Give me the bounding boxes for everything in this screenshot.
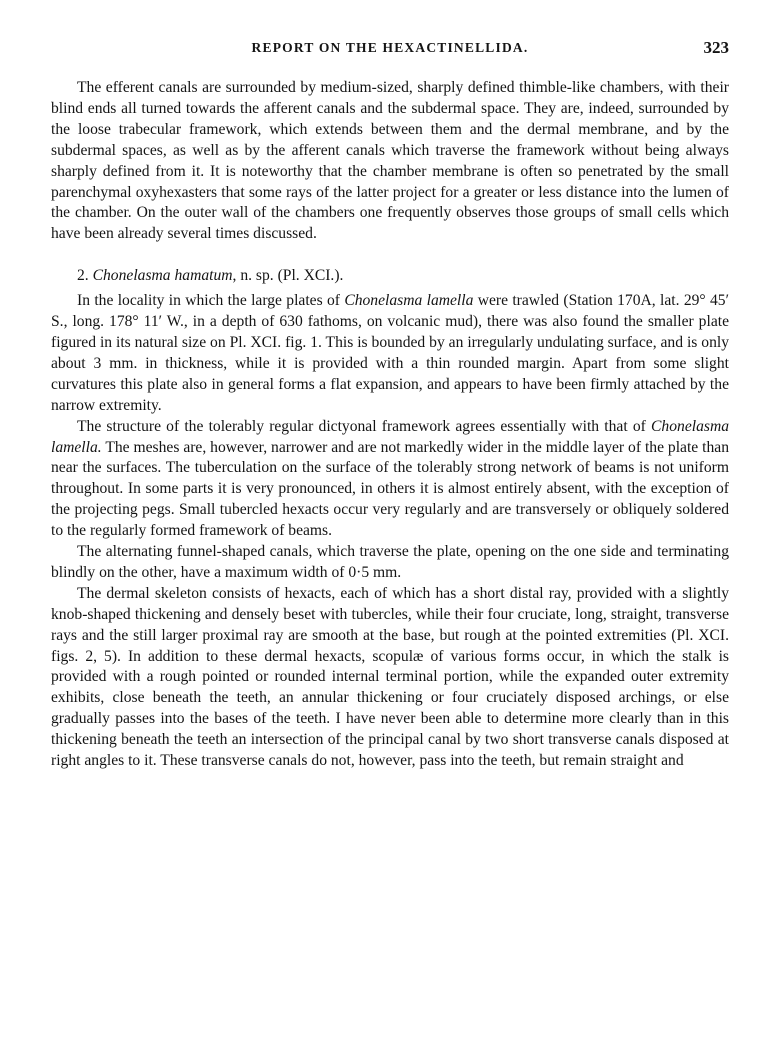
text-run: were trawled (Station 170A, lat. 29° 45′ S., long. 178° 11′ W., in a depth of 630 fathoms, on volcanic mud), there was also found the smaller plate figured in its natural size on Pl. XCI. fig. 1. This is bounded by an irregularly undulating surface, and is only about 3 mm. in thickness, while it is provided with a thin rounded margin. Apart from some slight curvatures this plate also in general forms a flat expansion, and appears to have been firmly attached by the narrow extremity. — [51, 292, 729, 414]
running-title: REPORT ON THE HEXACTINELLIDA. — [251, 40, 529, 55]
document-page — [51, 40, 729, 772]
page-number: 323 — [703, 38, 729, 57]
paragraph-dermal-skeleton: The dermal skeleton consists of hexacts, each of which has a short distal ray, provided with a slightly knob-shaped thickening and densely beset with tubercles, while their four cruciate, long, straight, transverse rays and the still larger proximal ray are smooth at the base, but rough at the pointed extremities (Pl. XCI. figs. 2, 5). In addition to these dermal hexacts, scopulæ of various forms occur, in which the stalk is provided with a rough pointed or rounded internal terminal portion, while the expanded outer extremity exhibits, close beneath the teeth, an annular thickening or four cruciately disposed archings, or else gradually passes into the bases of the teeth. I have never been able to determine more clearly than in this thickening beneath the teeth an intersection of the principal canal by two short transverse canals disposed at right angles to it. These transverse canals do not, however, pass into the teeth, but remain straight and — [51, 584, 729, 770]
section-number: 2. — [77, 267, 89, 285]
paragraph-dictyonal-framework — [51, 417, 729, 542]
species-name: Chonelasma lamella. — [51, 417, 729, 456]
body-text — [51, 78, 729, 772]
paragraph-efferent-canals: The efferent canals are surrounded by medium-sized, sharply defined thimble-like chambers, with their blind ends all turned towards the afferent canals and the subdermal space. They are, indeed, surrounded by the loose trabecular framework, which extends between them and the dermal membrane, and by the subdermal spaces, as well as by the afferent canals which traverse the framework without being always sharply defined from it. It is noteworthy that the chamber membrane is often so penetrated by the small parenchymal oxyhexasters that some rays of the latter project for a greater or less distance into the lumen of the chamber. On the outer wall of the chambers one frequently observes those groups of small cells which have been already several times discussed. — [51, 79, 729, 243]
running-head — [51, 40, 729, 66]
section-heading-rest: , n. sp. (Pl. XCI.). — [232, 267, 344, 285]
text-run: The structure of the tolerably regular dictyonal framework agrees essentially with that of — [77, 417, 652, 435]
paragraph-locality — [51, 291, 729, 416]
paragraph-funnel-canals: The alternating funnel-shaped canals, which traverse the plate, opening on the one side and terminating blindly on the other, have a maximum width of 0·5 mm. — [51, 543, 729, 581]
species-name: Chonelasma lamella — [344, 292, 474, 310]
species-name: Chonelasma hamatum — [92, 267, 233, 285]
section-heading-chonelasma-hamatum — [51, 266, 729, 287]
text-run: In the locality in which the large plates of — [77, 292, 345, 310]
text-run: The meshes are, however, narrower and are not markedly wider in the middle layer of the plate than near the surfaces. The tuberculation on the surface of the tolerably strong network of beams is not uniform throughout. In some parts it is very pronounced, in others it is almost entirely absent, with the exception of the projecting pegs. Small tubercled hexacts occur very regularly and are transversely or obliquely soldered to the regularly formed framework of beams. — [51, 438, 729, 540]
